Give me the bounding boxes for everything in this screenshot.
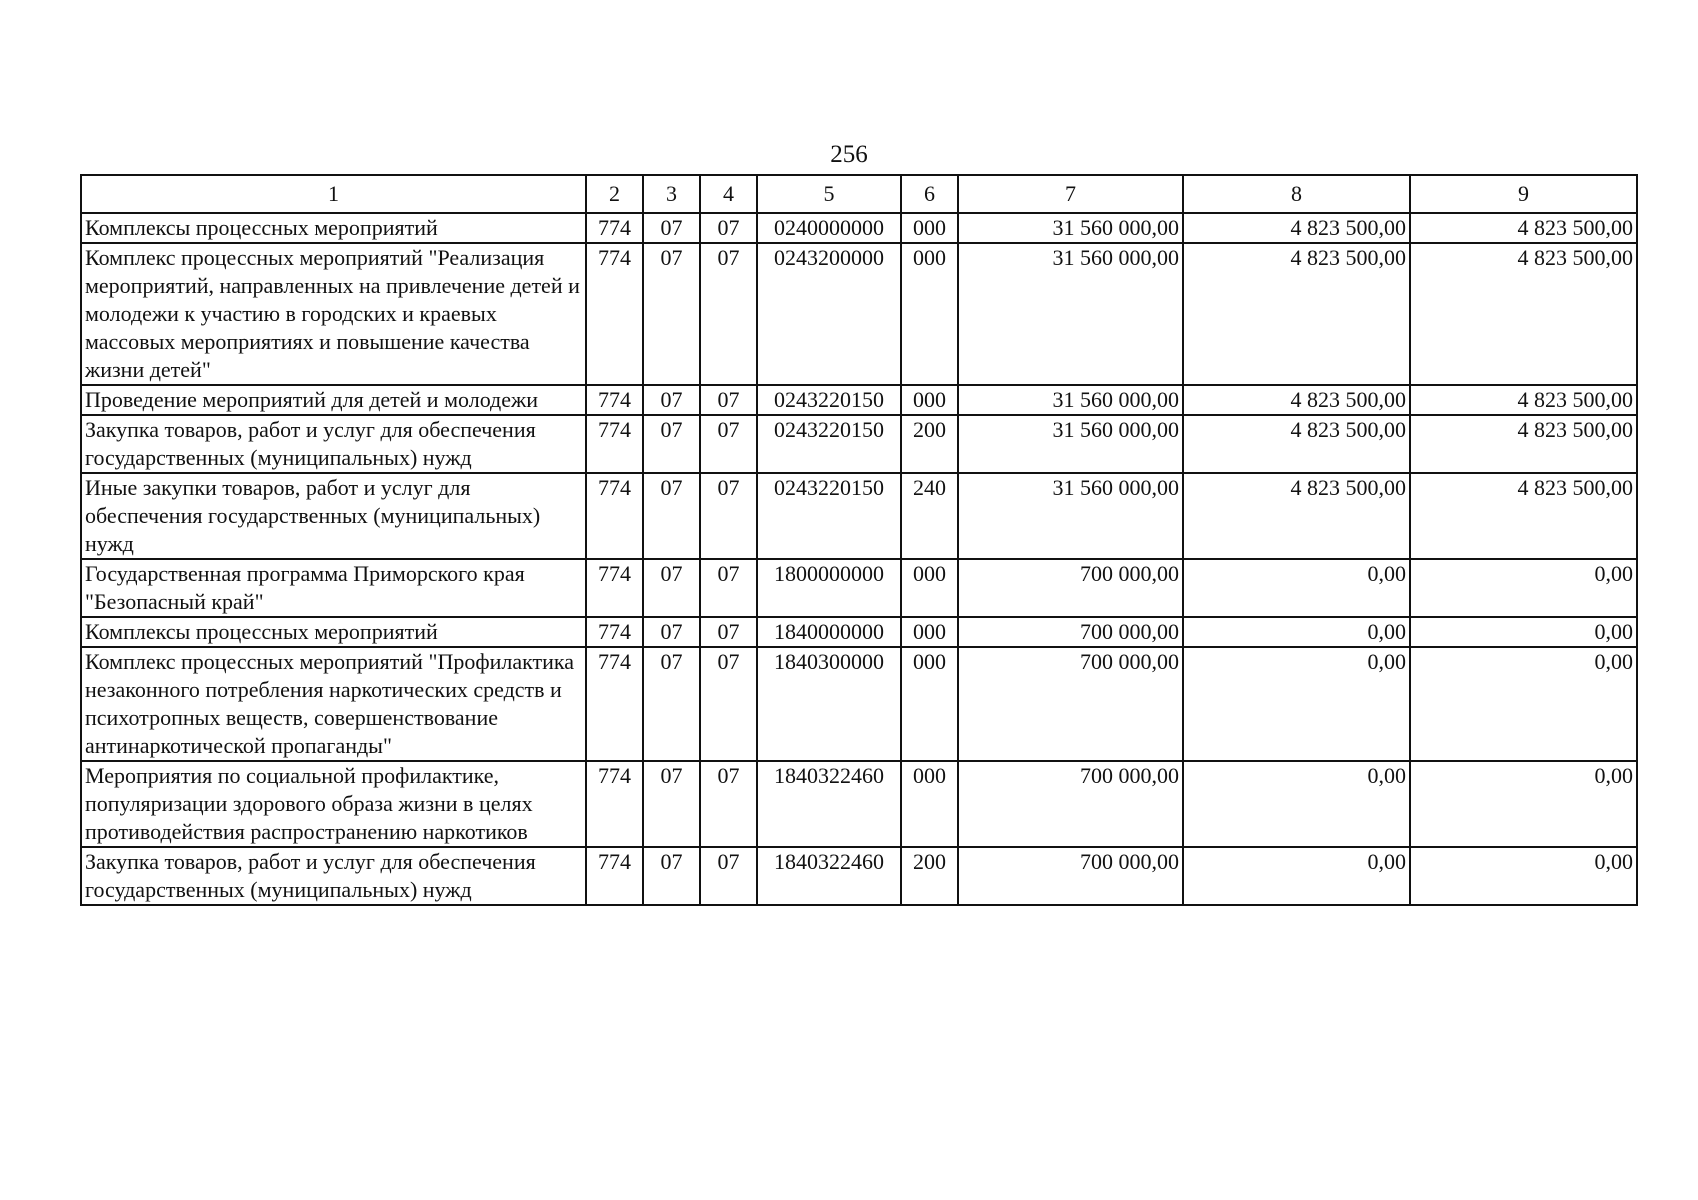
amount-col9: 0,00: [1410, 617, 1637, 647]
amount-col9: 0,00: [1410, 847, 1637, 905]
amount-col7: 700 000,00: [958, 647, 1183, 761]
table-row: [81, 647, 1637, 761]
target-article-code: 1840322460: [757, 847, 901, 905]
amount-col7: 31 560 000,00: [958, 213, 1183, 243]
expense-type-code: 000: [901, 213, 958, 243]
table-row: [81, 847, 1637, 905]
ministry-code: 774: [586, 847, 643, 905]
amount-col9: 4 823 500,00: [1410, 473, 1637, 559]
subsection-code: 07: [700, 243, 757, 385]
expense-type-code: 000: [901, 761, 958, 847]
table-row: [81, 385, 1637, 415]
amount-col8: 4 823 500,00: [1183, 473, 1410, 559]
row-name: Закупка товаров, работ и услуг для обеспечения государственных (муниципальных) нужд: [81, 415, 586, 473]
amount-col8: 0,00: [1183, 617, 1410, 647]
column-header: 3: [643, 175, 700, 213]
section-code: 07: [643, 385, 700, 415]
row-name: Иные закупки товаров, работ и услуг для обеспечения государственных (муниципальных) нужд: [81, 473, 586, 559]
amount-col9: 4 823 500,00: [1410, 415, 1637, 473]
section-code: 07: [643, 559, 700, 617]
expense-type-code: 000: [901, 647, 958, 761]
section-code: 07: [643, 213, 700, 243]
expense-type-code: 000: [901, 243, 958, 385]
amount-col7: 31 560 000,00: [958, 415, 1183, 473]
amount-col7: 700 000,00: [958, 761, 1183, 847]
section-code: 07: [643, 617, 700, 647]
target-article-code: 0240000000: [757, 213, 901, 243]
target-article-code: 0243220150: [757, 385, 901, 415]
ministry-code: 774: [586, 213, 643, 243]
expense-type-code: 000: [901, 617, 958, 647]
target-article-code: 1840000000: [757, 617, 901, 647]
amount-col8: 4 823 500,00: [1183, 415, 1410, 473]
target-article-code: 1800000000: [757, 559, 901, 617]
section-code: 07: [643, 473, 700, 559]
ministry-code: 774: [586, 385, 643, 415]
section-code: 07: [643, 243, 700, 385]
row-name: Комплексы процессных мероприятий: [81, 617, 586, 647]
row-name: Государственная программа Приморского края "Безопасный край": [81, 559, 586, 617]
target-article-code: 0243220150: [757, 473, 901, 559]
target-article-code: 0243220150: [757, 415, 901, 473]
ministry-code: 774: [586, 761, 643, 847]
subsection-code: 07: [700, 213, 757, 243]
page-number: 256: [830, 141, 868, 168]
subsection-code: 07: [700, 473, 757, 559]
ministry-code: 774: [586, 559, 643, 617]
subsection-code: 07: [700, 559, 757, 617]
amount-col7: 31 560 000,00: [958, 243, 1183, 385]
expense-type-code: 000: [901, 385, 958, 415]
amount-col8: 0,00: [1183, 761, 1410, 847]
expense-type-code: 200: [901, 415, 958, 473]
expense-type-code: 240: [901, 473, 958, 559]
subsection-code: 07: [700, 617, 757, 647]
row-name: Комплекс процессных мероприятий "Профилактика незаконного потребления наркотических средств и психотропных веществ, совершенствование антинаркотической пропаганды": [81, 647, 586, 761]
table-row: [81, 473, 1637, 559]
amount-col9: 0,00: [1410, 559, 1637, 617]
table-row: [81, 761, 1637, 847]
table-row: [81, 559, 1637, 617]
column-header: 1: [81, 175, 586, 213]
row-name: Закупка товаров, работ и услуг для обеспечения государственных (муниципальных) нужд: [81, 847, 586, 905]
ministry-code: 774: [586, 473, 643, 559]
column-header: 5: [757, 175, 901, 213]
ministry-code: 774: [586, 415, 643, 473]
section-code: 07: [643, 647, 700, 761]
ministry-code: 774: [586, 617, 643, 647]
amount-col8: 4 823 500,00: [1183, 213, 1410, 243]
section-code: 07: [643, 415, 700, 473]
amount-col9: 0,00: [1410, 761, 1637, 847]
header-row: [81, 175, 1637, 213]
row-name: Комплексы процессных мероприятий: [81, 213, 586, 243]
budget-table: [80, 174, 1638, 906]
amount-col8: 0,00: [1183, 559, 1410, 617]
expense-type-code: 000: [901, 559, 958, 617]
table-row: [81, 415, 1637, 473]
amount-col8: 0,00: [1183, 847, 1410, 905]
column-header: 7: [958, 175, 1183, 213]
target-article-code: 1840322460: [757, 761, 901, 847]
amount-col7: 700 000,00: [958, 617, 1183, 647]
column-header: 8: [1183, 175, 1410, 213]
target-article-code: 1840300000: [757, 647, 901, 761]
amount-col7: 31 560 000,00: [958, 473, 1183, 559]
amount-col7: 31 560 000,00: [958, 385, 1183, 415]
subsection-code: 07: [700, 647, 757, 761]
amount-col7: 700 000,00: [958, 847, 1183, 905]
amount-col9: 0,00: [1410, 647, 1637, 761]
section-code: 07: [643, 761, 700, 847]
row-name: Проведение мероприятий для детей и молодежи: [81, 385, 586, 415]
subsection-code: 07: [700, 761, 757, 847]
amount-col8: 0,00: [1183, 647, 1410, 761]
amount-col9: 4 823 500,00: [1410, 243, 1637, 385]
section-code: 07: [643, 847, 700, 905]
subsection-code: 07: [700, 847, 757, 905]
target-article-code: 0243200000: [757, 243, 901, 385]
subsection-code: 07: [700, 385, 757, 415]
column-header: 4: [700, 175, 757, 213]
expense-type-code: 200: [901, 847, 958, 905]
ministry-code: 774: [586, 243, 643, 385]
column-header: 6: [901, 175, 958, 213]
table-row: [81, 617, 1637, 647]
amount-col9: 4 823 500,00: [1410, 385, 1637, 415]
row-name: Комплекс процессных мероприятий "Реализация мероприятий, направленных на привлечение детей и молодежи к участию в городских и краевых массовых мероприятиях и повышение качества жизни детей": [81, 243, 586, 385]
amount-col7: 700 000,00: [958, 559, 1183, 617]
row-name: Мероприятия по социальной профилактике, популяризации здорового образа жизни в целях противодействия распространению наркотиков: [81, 761, 586, 847]
ministry-code: 774: [586, 647, 643, 761]
amount-col8: 4 823 500,00: [1183, 243, 1410, 385]
amount-col9: 4 823 500,00: [1410, 213, 1637, 243]
table-row: [81, 213, 1637, 243]
amount-col8: 4 823 500,00: [1183, 385, 1410, 415]
subsection-code: 07: [700, 415, 757, 473]
table-row: [81, 243, 1637, 385]
column-header: 9: [1410, 175, 1637, 213]
column-header: 2: [586, 175, 643, 213]
